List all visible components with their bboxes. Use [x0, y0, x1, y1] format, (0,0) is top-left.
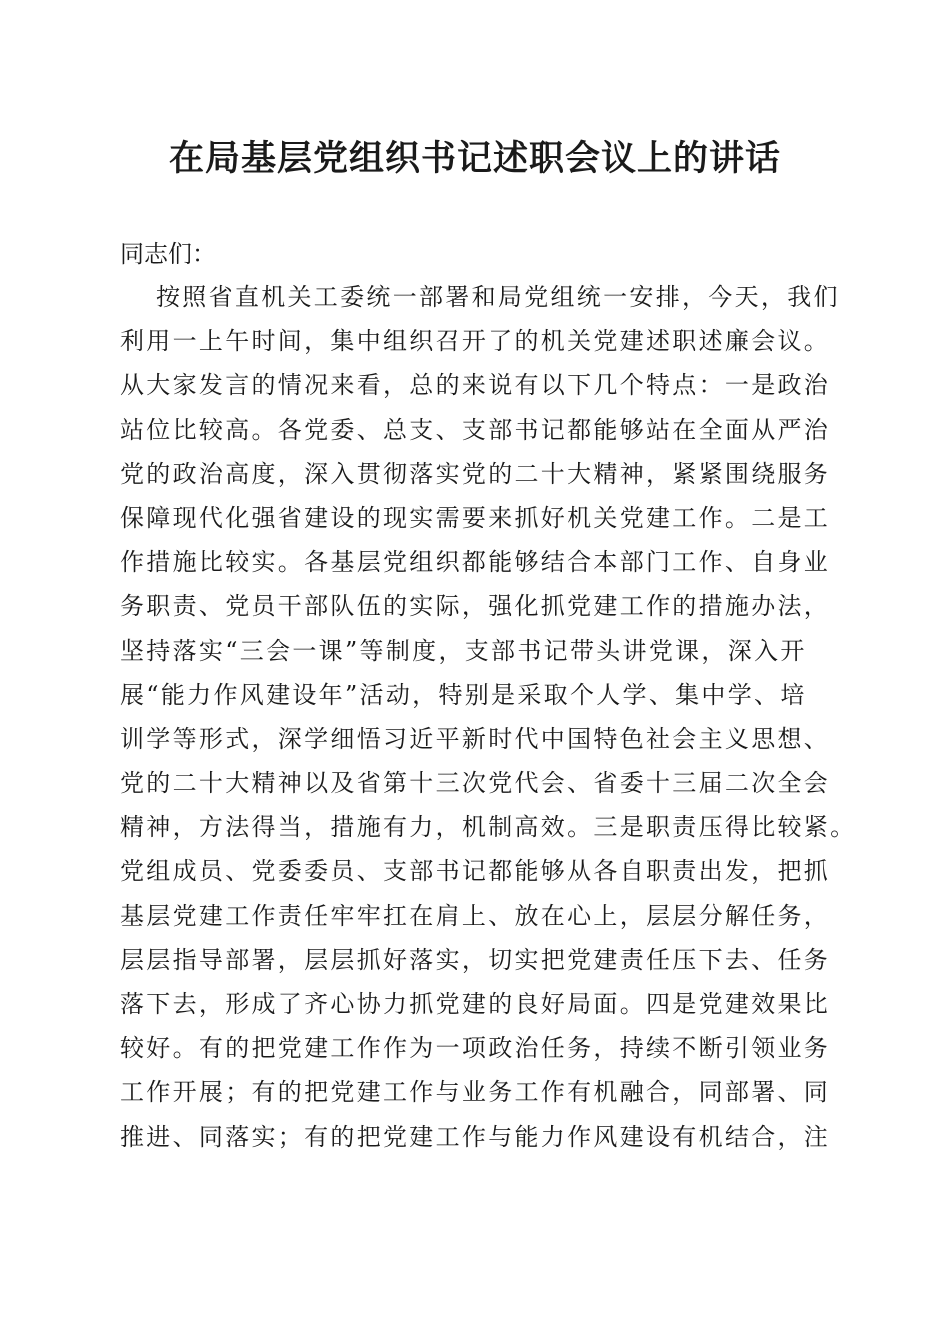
paragraph-line: 展“能力作风建设年”活动，特别是采取个人学、集中学、培 — [120, 680, 807, 709]
paragraph-line: 站位比较高。各党委、总支、支部书记都能够站在全面从严治 — [120, 415, 831, 444]
paragraph-line: 层层指导部署，层层抓好落实，切实把党建责任压下去、任务 — [120, 945, 831, 974]
paragraph-line: 从大家发言的情况来看，总的来说有以下几个特点：一是政治 — [120, 371, 831, 400]
paragraph-line: 落下去，形成了齐心协力抓党建的良好局面。四是党建效果比 — [120, 990, 831, 1018]
paragraph-line: 坚持落实“三会一课”等制度，支部书记带头讲党课，深入开 — [120, 636, 807, 665]
paragraph-line: 作措施比较实。各基层党组织都能够结合本部门工作、自身业 — [120, 548, 831, 577]
paragraph-line: 基层党建工作责任牢牢扛在肩上、放在心上，层层分解任务， — [120, 901, 831, 930]
paragraph-line: 党的政治高度，深入贯彻落实党的二十大精神，紧紧围绕服务 — [120, 459, 831, 488]
paragraph-line: 按照省直机关工委统一部署和局党组统一安排，今天，我们 — [156, 283, 840, 311]
paragraph-line: 推进、同落实；有的把党建工作与能力作风建设有机结合，注 — [120, 1122, 831, 1151]
paragraph-line: 工作开展；有的把党建工作与业务工作有机融合，同部署、同 — [120, 1078, 831, 1107]
paragraph-line: 训学等形式，深学细悟习近平新时代中国特色社会主义思想、 — [120, 724, 831, 753]
salutation: 同志们： — [120, 240, 216, 268]
paragraph-line: 保障现代化强省建设的现实需要来抓好机关党建工作。二是工 — [120, 503, 831, 532]
paragraph-line: 务职责、党员干部队伍的实际，强化抓党建工作的措施办法， — [120, 592, 831, 621]
paragraph-line: 党组成员、党委委员、支部书记都能够从各自职责出发，把抓 — [120, 857, 831, 886]
paragraph-line: 党的二十大精神以及省第十三次党代会、省委十三届二次全会 — [120, 769, 831, 798]
body-paragraph — [120, 275, 857, 1159]
paragraph-line: 精神，方法得当，措施有力，机制高效。三是职责压得比较紧。 — [120, 813, 857, 842]
paragraph-line: 利用一上午时间，集中组织召开了的机关党建述职述廉会议。 — [120, 327, 831, 356]
page-title: 在局基层党组织书记述职会议上的讲话 — [168, 138, 781, 179]
paragraph-line: 较好。有的把党建工作作为一项政治任务，持续不断引领业务 — [120, 1034, 831, 1063]
